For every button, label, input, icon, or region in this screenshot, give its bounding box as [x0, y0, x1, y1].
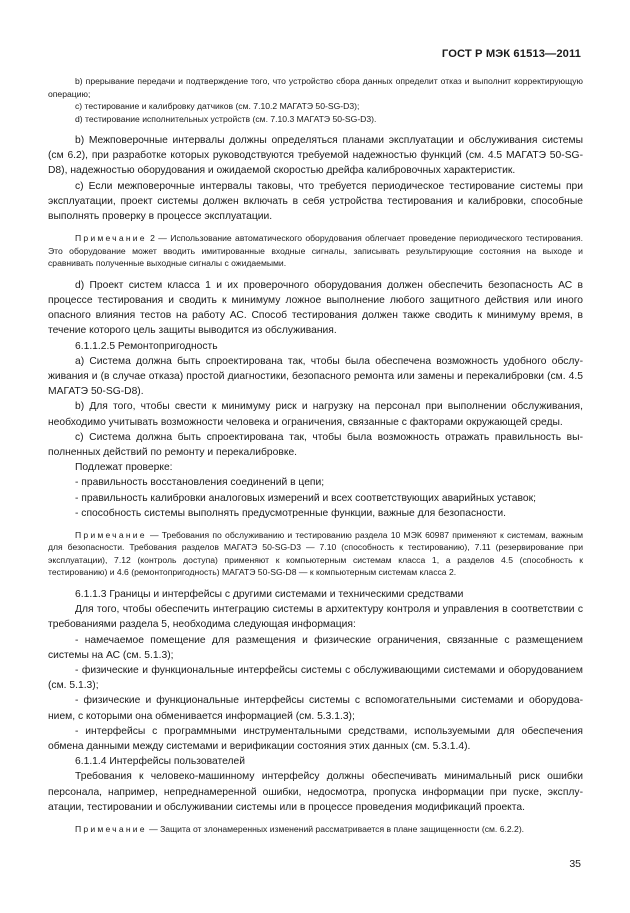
standard-header: ГОСТ Р МЭК 61513—2011 — [441, 48, 581, 60]
paragraph — [48, 179, 583, 225]
paragraph — [48, 633, 583, 663]
spacer — [48, 224, 583, 232]
paragraph-text: - способность системы выполнять предусмотренные функции, важные для безопасности. — [75, 507, 506, 519]
paragraph-text: Требования к человеко-машинному интерфейсу должны обеспечивать минимальный риск ошибки персонала, например, непреднамеренной ошибки, недосмотра, пропуска информации при пуске, эксплуатации, тестировании и обслуживании системы или в процессе проведения модификаций проекта. — [48, 771, 583, 813]
paragraph — [48, 113, 583, 126]
paragraph-text: Для того, чтобы обеспечить интеграцию системы в архитектуру контроля и управления в соответствии с требованиями раздела 5, необходима следующая информация: — [48, 604, 583, 631]
paragraph — [48, 100, 583, 113]
paragraph-text: 6.1.1.4 Интерфейсы пользователей — [75, 756, 245, 768]
paragraph-text: c) тестирование и калибровку датчиков (см. 7.10.2 МАГАТЭ 50-SG-D3); — [75, 101, 360, 111]
paragraph-text: - намечаемое помещение для размещения и физические ограничения, связанные с размещением системы на АС (см. 5.1.3); — [48, 634, 583, 661]
paragraph-text: - физические и функциональные интерфейсы системы с обслуживающими системами и оборудованием (см. 5.1.3); — [48, 664, 583, 692]
paragraph — [48, 278, 583, 339]
paragraph-text: 6.1.1.2.5 Ремонтопригодность — [75, 340, 218, 352]
document-body — [48, 75, 583, 836]
paragraph — [48, 460, 583, 475]
paragraph — [48, 399, 583, 429]
paragraph-text: 2 — Использование автоматического оборудования облегчает проведение периодического тестирования. Это оборудование может вводить имитированные входные сигналы, записывать результирующие состояния на выходе и сравнивать полученные выходные сигналы с ожидаемыми. — [48, 233, 583, 269]
paragraph — [48, 354, 583, 400]
paragraph-text: a) Система должна быть спроектирована так, чтобы была обеспечена возможность удобного обслуживания и (в случае отказа) простой диагностики, безопасного ремонта или замены и перекалибровки (см. 4.5 МАГАТЭ 50-SG-D8). — [48, 355, 583, 398]
paragraph-text: c) Система должна быть спроектирована так, чтобы была возможность отражать правильность выполненных действий по ремонту и перекалибровке. — [48, 431, 583, 458]
paragraph-text: — Защита от злонамеренных изменений рассматривается в плане защищенности (см. 6.2.2). — [146, 824, 525, 835]
note-paragraph — [48, 232, 583, 270]
paragraph — [48, 475, 583, 490]
paragraph-text: 6.1.1.3 Границы и интерфейсы с другими системами и техническими средствами — [75, 588, 464, 600]
paragraph-text: - физические и функциональные интерфейсы системы с вспомогательными системами и оборудованием, с которыми она обменивается информацией (см. 5.3.1.3); — [48, 695, 583, 722]
note-label: Примечание — [75, 529, 147, 540]
paragraph — [48, 587, 583, 602]
paragraph — [48, 75, 583, 100]
paragraph — [48, 133, 583, 179]
paragraph-text: b) Межповерочные интервалы должны определяться планами эксплуатации и обслуживания системы (см 6.2), при разработке которых руководствуются требуемой надежностью функций (см. 4.5 МАГАТЭ 50-SG-D8), надежностью оборудования и ожидаемой скоростью дрейфа калибровочных характеристик. — [48, 135, 583, 177]
paragraph-text: c) Если межповерочные интервалы таковы, что требуется периодическое тестирование системы при эксплуатации, проект системы должен включать в себя устройства тестирования и калибровки, способные выполнять проверку в процессе эксплуатации. — [48, 180, 583, 223]
paragraph — [48, 491, 583, 506]
page-number: 35 — [569, 858, 581, 870]
paragraph-text: — Требования по обслуживанию и тестированию раздела 10 МЭК 60987 применяют к системам, важным для безопасности. Требования разделов МАГАТЭ 50-SG-D3 — 7.10 (способность к тестированию), 7.11 (резервирование при эксплуатации), 7.12 (контроль доступа) применяют к компьютерным системам класса 1, а разделов 4.5 (способность к тестированию) и 4.6 (ремонтопригодность) МАГАТЭ 50-SG-D8 — к компьютерным системам класса 2. — [48, 529, 583, 578]
paragraph — [48, 769, 583, 815]
note-label: Примечание — [75, 824, 147, 835]
paragraph-text: d) Проект систем класса 1 и их проверочного оборудования должен обеспечить безопасность АС в процессе тестирования и сводить к минимуму ложное выполнение любого защитного действия или иного опасного влияния тестов на работу АС. Способ тестирования должен также сводить к минимуму время, в течение которого цель защиты выводится из обслуживания. — [48, 279, 583, 337]
paragraph — [48, 693, 583, 723]
note-label: Примечание — [75, 233, 147, 244]
paragraph — [48, 506, 583, 521]
paragraph-text: - правильность восстановления соединений в цепи; — [75, 477, 325, 489]
spacer — [48, 270, 583, 278]
paragraph-text: - правильность калибровки аналоговых измерений и всех соответствующих аварийных уставок; — [75, 492, 536, 504]
paragraph — [48, 663, 583, 693]
note-paragraph — [48, 823, 583, 836]
paragraph — [48, 754, 583, 769]
paragraph-text: b) Для того, чтобы свести к минимуму риск и нагрузку на персонал при выполнении обслуживания, необходимо учитывать возможности человека и ограничения, связанные с факторами окружающей среды. — [48, 401, 583, 428]
paragraph — [48, 724, 583, 754]
paragraph-text: b) прерывание передачи и подтверждение того, что устройство сбора данных определит отказ и выполнит корректирующую операцию; — [48, 76, 583, 99]
paragraph — [48, 430, 583, 460]
paragraph — [48, 339, 583, 354]
paragraph-text: - интерфейсы с программными инструментальными средствами, используемыми для обеспечения обмена данными между системами и верификации состояния этих данных (см. 5.3.1.4). — [48, 725, 583, 752]
spacer — [48, 815, 583, 823]
spacer — [48, 521, 583, 529]
spacer — [48, 125, 583, 133]
note-paragraph — [48, 529, 583, 579]
paragraph — [48, 602, 583, 632]
paragraph-text: Подлежат проверке: — [75, 462, 173, 474]
spacer — [48, 579, 583, 587]
paragraph-text: d) тестирование исполнительных устройств (см. 7.10.3 МАГАТЭ 50-SG-D3). — [75, 113, 377, 124]
